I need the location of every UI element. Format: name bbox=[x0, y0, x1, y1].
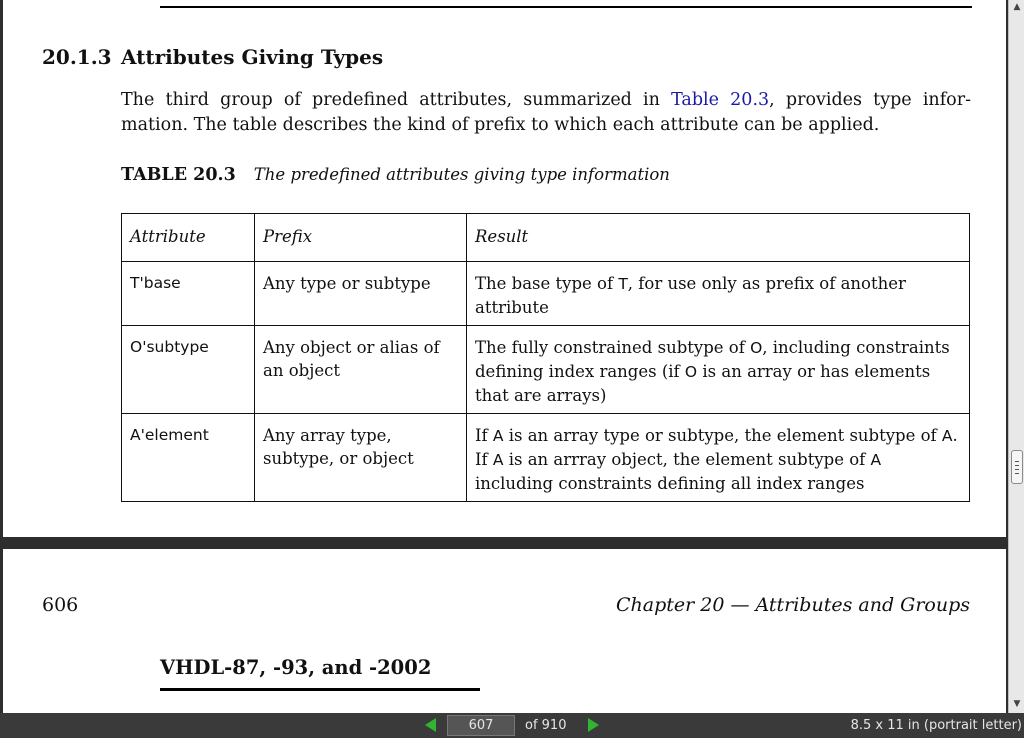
running-head-rule bbox=[160, 688, 480, 691]
paragraph-line-2: mation. The table describes the kind of prefix to which each attribute can be applied. bbox=[121, 115, 880, 135]
pdf-page-next bbox=[3, 549, 1006, 713]
variable-name: A bbox=[941, 427, 953, 445]
result-text: . If bbox=[475, 426, 958, 469]
cell-prefix: Any type or subtype bbox=[255, 262, 467, 326]
triangle-up-icon[interactable]: ▲ bbox=[1013, 2, 1021, 12]
table-row bbox=[122, 326, 970, 414]
header-attribute: Attribute bbox=[122, 214, 255, 262]
pdf-page-current bbox=[3, 0, 1006, 537]
variable-name: A bbox=[492, 451, 504, 469]
variable-name: O bbox=[684, 363, 698, 381]
result-text: If bbox=[475, 426, 493, 445]
running-head: VHDL-87, -93, and -2002 bbox=[160, 656, 432, 679]
previous-page-icon[interactable] bbox=[425, 718, 436, 732]
table-row bbox=[122, 262, 970, 326]
grip-line bbox=[1015, 465, 1019, 466]
result-text: is an arrray object, the element subtype of bbox=[503, 450, 871, 469]
result-text: The fully constrained subtype of bbox=[475, 338, 751, 357]
table-reference-link[interactable]: Table 20.3 bbox=[671, 90, 770, 110]
grip-line bbox=[1015, 469, 1019, 470]
grip-line bbox=[1015, 473, 1019, 474]
grip-line bbox=[1015, 461, 1019, 462]
table-caption-text: The predefined attributes giving type information bbox=[253, 165, 670, 184]
header-rule bbox=[160, 6, 972, 8]
cell-attribute: O'subtype bbox=[122, 326, 255, 414]
section-title: Attributes Giving Types bbox=[121, 45, 384, 69]
body-paragraph bbox=[121, 88, 971, 138]
result-text: , for use only as prefix of another attribute bbox=[475, 274, 906, 317]
cell-attribute: T'base bbox=[122, 262, 255, 326]
result-text: including constraints defining all index ranges bbox=[475, 474, 865, 493]
variable-name: A bbox=[870, 451, 882, 469]
header-prefix: Prefix bbox=[255, 214, 467, 262]
variable-name: A bbox=[492, 427, 504, 445]
status-bar bbox=[0, 713, 1024, 738]
result-text: The base type of bbox=[475, 274, 619, 293]
next-page-icon[interactable] bbox=[588, 718, 599, 732]
result-text: is an array or has elements that are arrays) bbox=[475, 362, 931, 405]
scroll-thumb[interactable] bbox=[1011, 450, 1023, 484]
cell-prefix: Any object or alias of an object bbox=[255, 326, 467, 414]
triangle-down-icon[interactable]: ▼ bbox=[1013, 699, 1021, 709]
cell-attribute: A'element bbox=[122, 414, 255, 502]
result-text: is an array type or subtype, the element subtype of bbox=[503, 426, 942, 445]
cell-result bbox=[467, 326, 970, 414]
section-number: 20.1.3 bbox=[42, 45, 112, 69]
variable-name: T bbox=[618, 275, 628, 293]
cell-prefix: Any array type, subtype, or object bbox=[255, 414, 467, 502]
table-header-row bbox=[122, 214, 970, 262]
vertical-scrollbar[interactable] bbox=[1008, 0, 1024, 713]
section-heading bbox=[42, 45, 383, 69]
page-count-label: of 910 bbox=[525, 718, 567, 733]
page-size-label: 8.5 x 11 in (portrait letter) bbox=[850, 718, 1022, 733]
result-text: , including constraints defining index ranges (if bbox=[475, 338, 950, 381]
table-row bbox=[122, 414, 970, 502]
table-caption bbox=[121, 165, 670, 185]
header-result: Result bbox=[467, 214, 970, 262]
cell-result bbox=[467, 262, 970, 326]
variable-name: O bbox=[750, 339, 763, 357]
table-caption-label: TABLE 20.3 bbox=[121, 165, 236, 185]
page-number: 606 bbox=[42, 594, 79, 616]
chapter-title: Chapter 20 — Attributes and Groups bbox=[615, 594, 970, 616]
page-number-input[interactable] bbox=[447, 715, 515, 736]
paragraph-line-1: The third group of predefined attributes, summarized in Table 20.3, provides type infor- bbox=[121, 90, 971, 110]
cell-result bbox=[467, 414, 970, 502]
attributes-table bbox=[121, 213, 970, 502]
